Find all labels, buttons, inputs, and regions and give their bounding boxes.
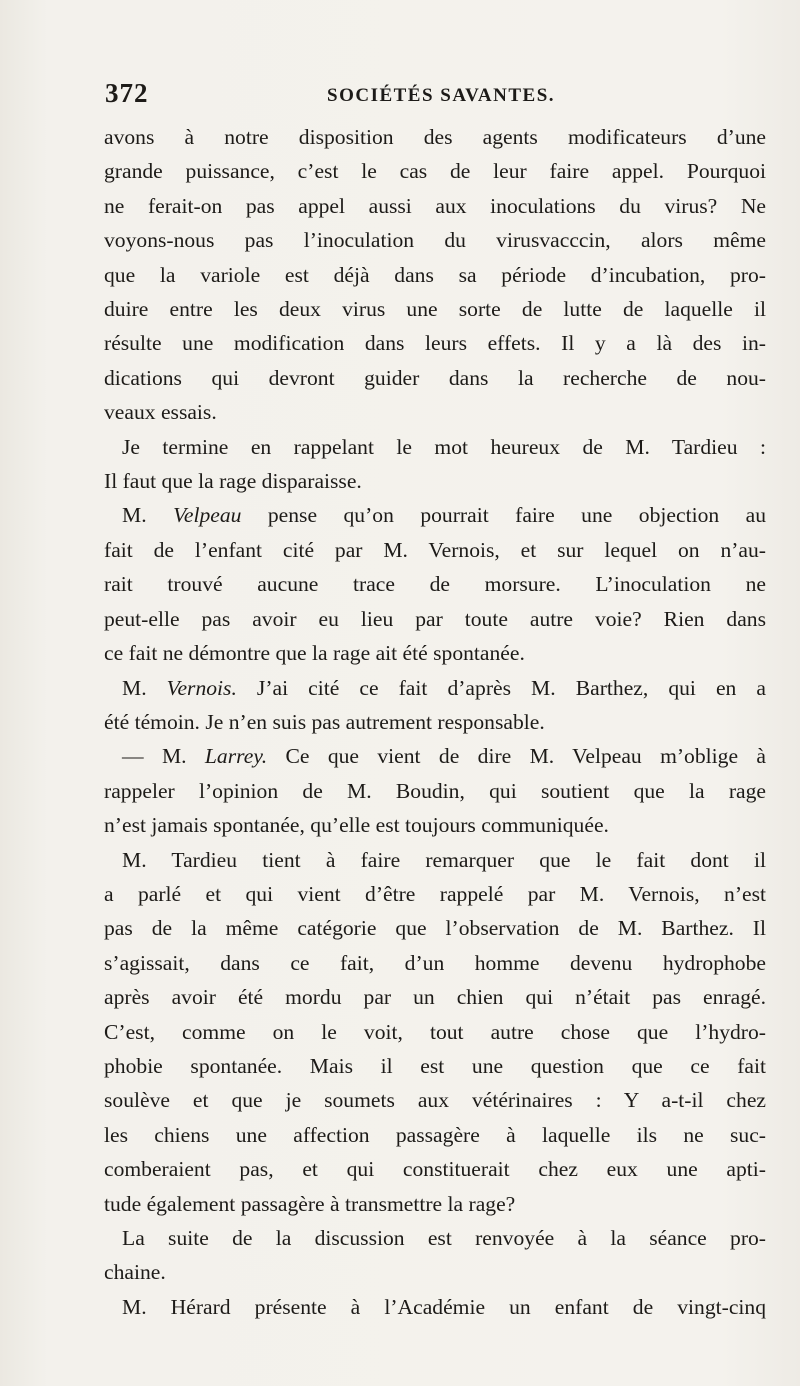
line-rest: J’ai cité ce fait d’après M. Barthez, qui en a xyxy=(236,675,766,700)
text-line: s’agissait, dans ce fait, d’un homme devenu hydrophobe xyxy=(104,950,766,975)
paragraph-virus-inoculation xyxy=(104,120,766,430)
text-line: grande puissance, c’est le cas de leur faire appel. Pourquoi xyxy=(104,159,766,184)
text-line: chaine. xyxy=(104,1260,166,1285)
paragraph-larrey xyxy=(104,739,766,842)
text-line: Je termine en rappelant le mot heureux de M. Tardieu : xyxy=(122,434,766,459)
paragraph-suite-discussion xyxy=(104,1221,766,1290)
text-line: tude également passagère à transmettre la rage? xyxy=(104,1191,516,1216)
text-line: les chiens une affection passagère à laquelle ils ne suc- xyxy=(104,1122,766,1147)
text-line: après avoir été mordu par un chien qui n’était pas enragé. xyxy=(104,985,766,1010)
text-line: fait de l’enfant cité par M. Vernois, et sur lequel on n’au- xyxy=(104,537,766,562)
text-line: voyons-nous pas l’inoculation du virusvacccin, alors même xyxy=(104,228,766,253)
text-line: rappeler l’opinion de M. Boudin, qui soutient que la rage xyxy=(104,778,766,803)
running-title: SOCIÉTÉS SAVANTES. xyxy=(327,85,556,106)
text-line xyxy=(104,739,766,773)
paragraph-velpeau xyxy=(104,498,766,670)
text-line xyxy=(104,671,766,705)
text-line: veaux essais. xyxy=(104,400,217,425)
running-header xyxy=(105,78,760,112)
text-line: phobie spontanée. Mais il est une question que ce fait xyxy=(104,1053,766,1078)
speaker-prefix: — M. xyxy=(122,744,205,769)
text-line: rait trouvé aucune trace de morsure. L’inoculation ne xyxy=(104,572,766,597)
text-line: avons à notre disposition des agents modificateurs d’une xyxy=(104,125,766,149)
paragraph-vernois xyxy=(104,671,766,740)
text-line: Il faut que la rage disparaisse. xyxy=(104,469,362,494)
text-line: dications qui devront guider dans la recherche de nou- xyxy=(104,365,766,390)
speaker-name: Larrey. xyxy=(204,744,268,769)
text-line: ce fait ne démontre que la rage ait été spontanée. xyxy=(104,641,525,666)
text-line: comberaient pas, et qui constituerait chez eux une apti- xyxy=(104,1157,766,1182)
speaker-name: Vernois. xyxy=(166,675,237,700)
text-line: M. Hérard présente à l’Académie un enfant de vingt-cinq xyxy=(122,1294,766,1319)
paragraph-tardieu-reply xyxy=(104,843,766,1221)
text-line: résulte une modification dans leurs effets. Il y a là des in- xyxy=(104,331,766,356)
text-line: été témoin. Je n’en suis pas autrement responsable. xyxy=(104,709,545,734)
page-number: 372 xyxy=(105,78,149,108)
line-rest: Ce que vient de dire M. Velpeau m’oblige à xyxy=(267,744,766,769)
speaker-name: Velpeau xyxy=(173,503,242,528)
text-line: duire entre les deux virus une sorte de lutte de laquelle il xyxy=(104,297,766,322)
body-text xyxy=(104,120,766,1324)
text-line: a parlé et qui vient d’être rappelé par M. Vernois, n’est xyxy=(104,881,766,906)
text-line: n’est jamais spontanée, qu’elle est toujours communiquée. xyxy=(104,813,609,838)
text-line: M. Tardieu tient à faire remarquer que le fait dont il xyxy=(122,847,766,872)
text-line: soulève et que je soumets aux vétérinaires : Y a-t-il chez xyxy=(104,1088,766,1113)
speaker-prefix: M. xyxy=(122,675,167,700)
text-line: ne ferait-on pas appel aussi aux inoculations du virus? Ne xyxy=(104,193,766,218)
line-rest: pense qu’on pourrait faire une objection au xyxy=(241,503,766,528)
text-line: pas de la même catégorie que l’observation de M. Barthez. Il xyxy=(104,916,766,941)
text-line: que la variole est déjà dans sa période d’incubation, pro- xyxy=(104,262,766,287)
paragraph-tardieu-quote xyxy=(104,430,766,499)
text-line: peut-elle pas avoir eu lieu par toute autre voie? Rien dans xyxy=(104,606,766,631)
text-line: La suite de la discussion est renvoyée à la séance pro- xyxy=(122,1226,766,1250)
text-line: C’est, comme on le voit, tout autre chose que l’hydro- xyxy=(104,1019,766,1044)
text-line xyxy=(104,498,766,532)
speaker-prefix: M. xyxy=(122,503,174,528)
paragraph-herard xyxy=(104,1290,766,1324)
